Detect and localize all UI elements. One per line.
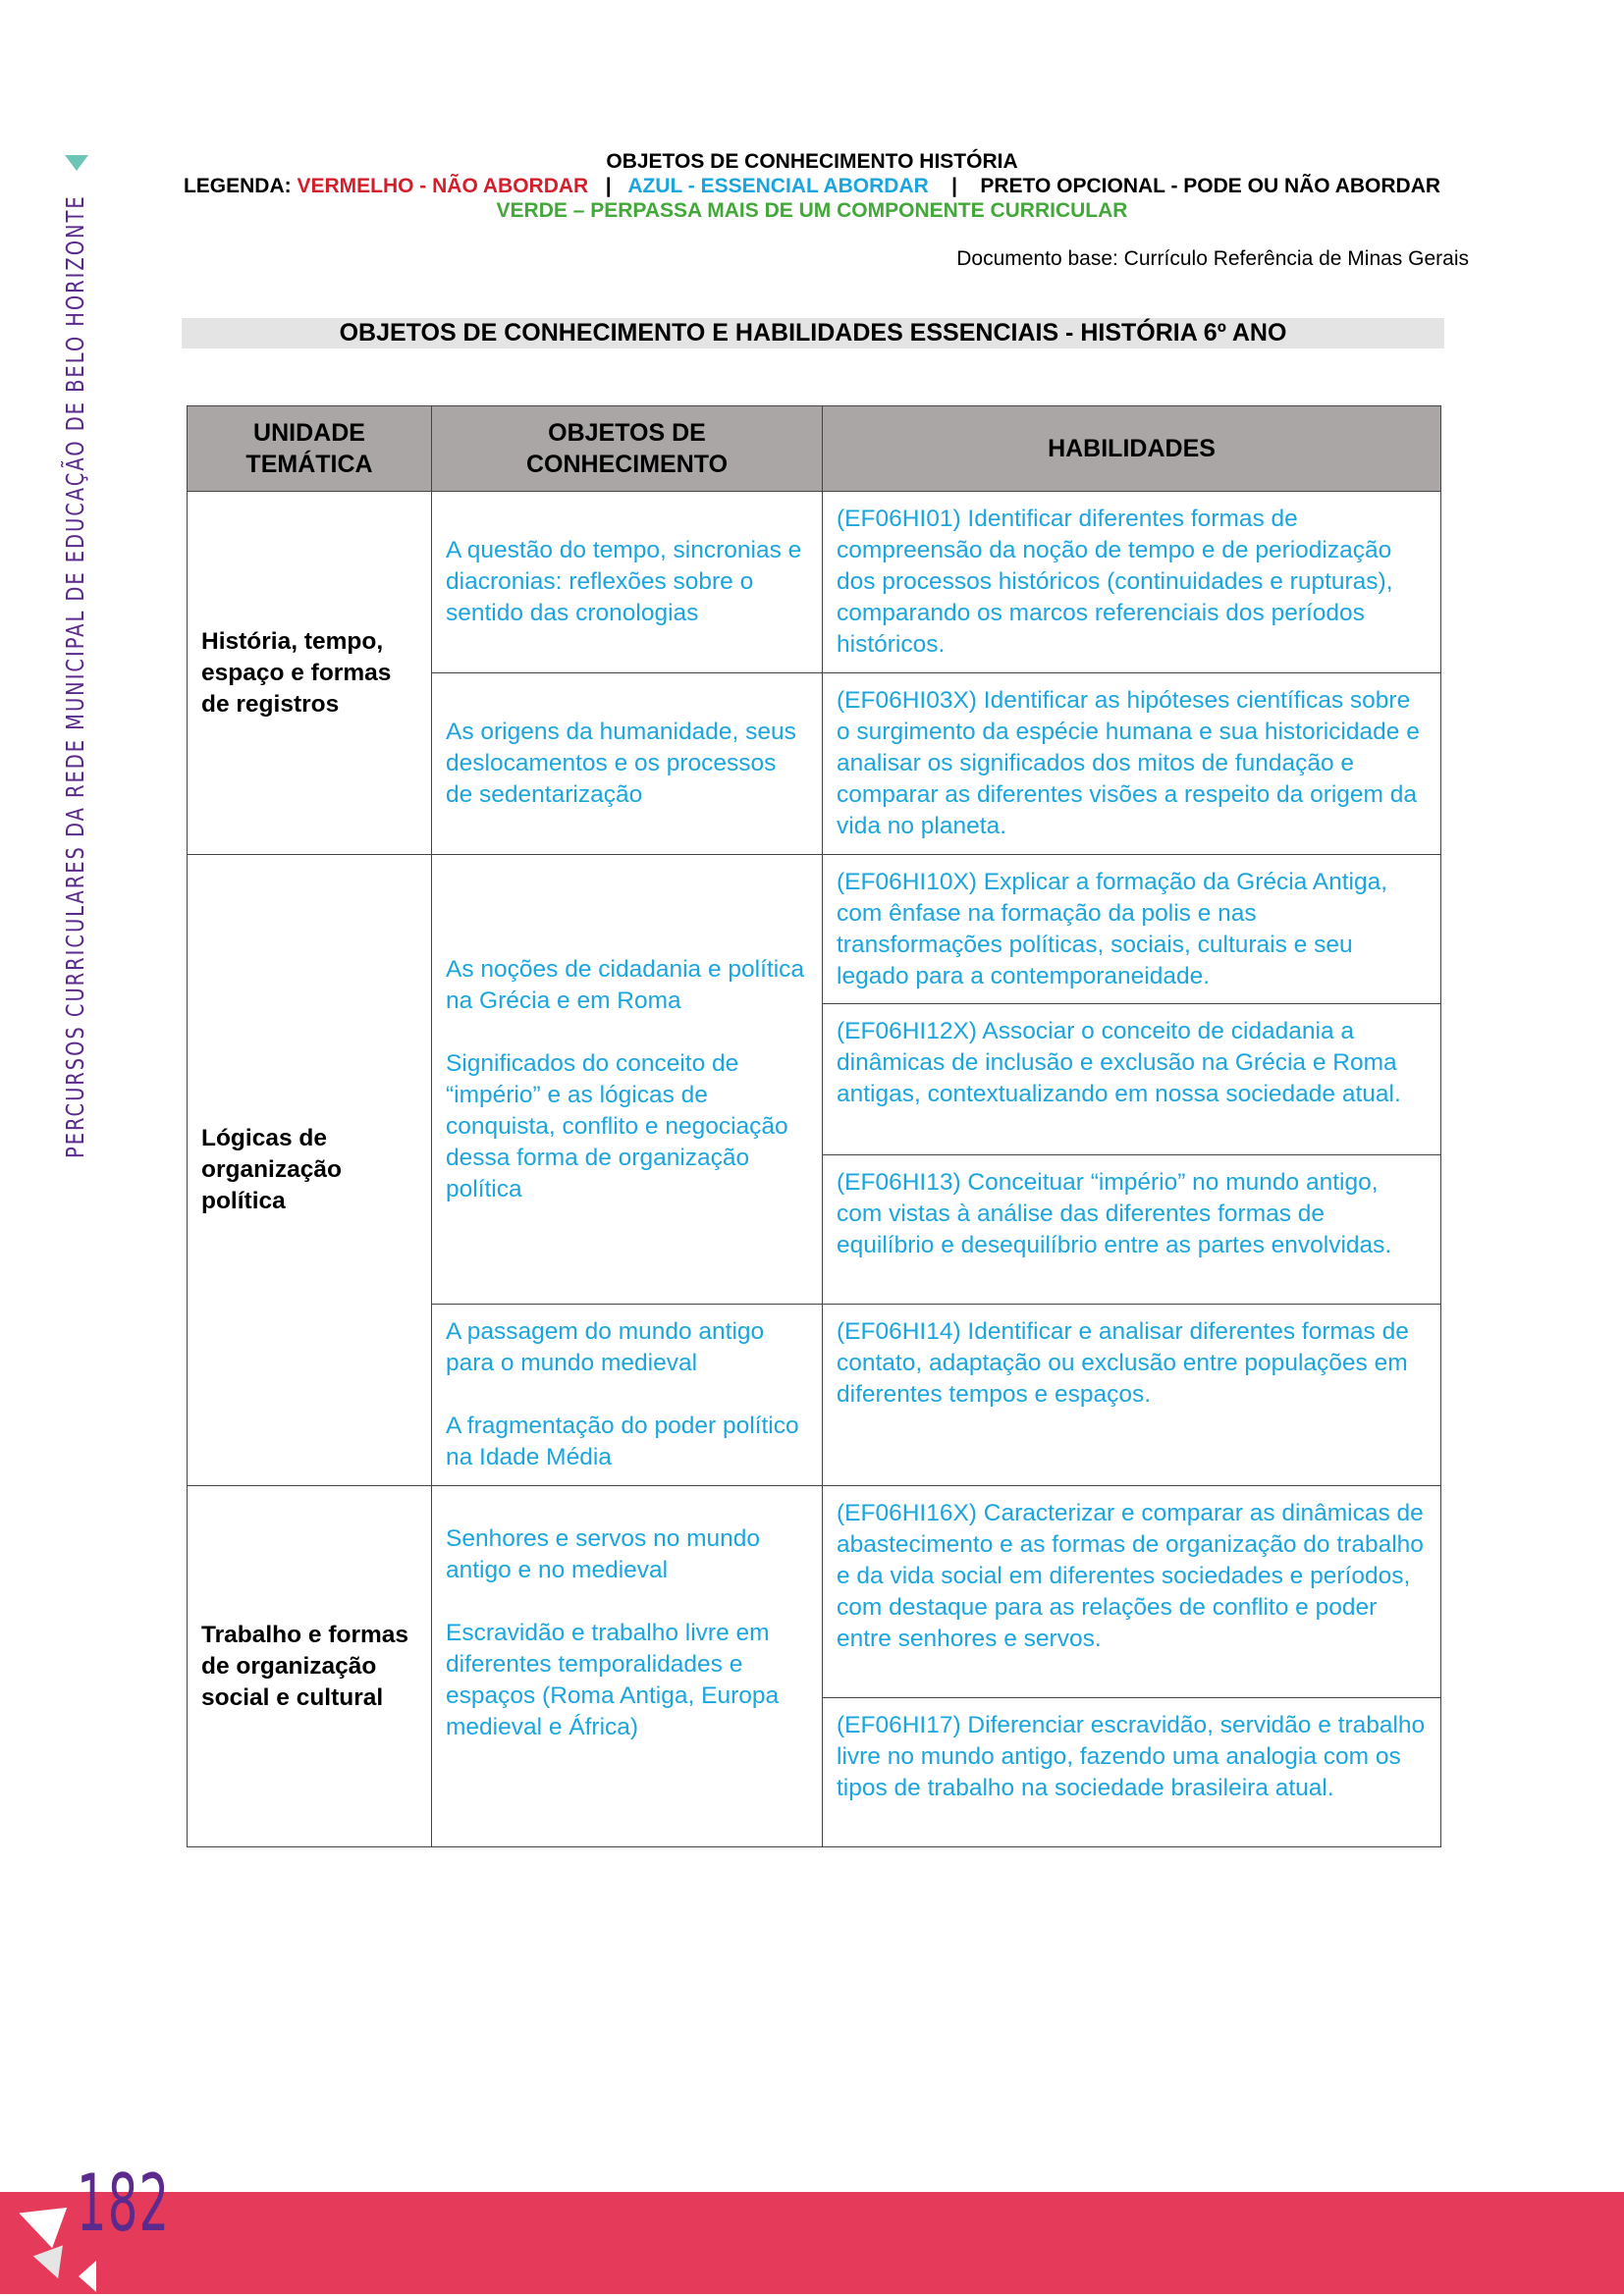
skill-cell: (EF06HI10X) Explicar a formação da Grécia Antiga, com ênfase na formação da polis e nas transformações políticas, sociais, culturais e seu legado para a contemporaneidade. (823, 855, 1441, 1004)
skill-cell: (EF06HI17) Diferenciar escravidão, servidão e trabalho livre no mundo antigo, fazendo uma analogia com os tipos de trabalho na sociedade brasileira atual. (823, 1698, 1441, 1847)
object-cell (432, 1305, 823, 1486)
object-item: A passagem do mundo antigo para o mundo medieval (446, 1318, 765, 1376)
section-title: OBJETOS DE CONHECIMENTO E HABILIDADES ESSENCIAIS - HISTÓRIA 6º ANO (182, 318, 1444, 348)
skill-cell: (EF06HI12X) Associar o conceito de cidadania a dinâmicas de inclusão e exclusão na Grécia e Roma antigas, contextualizando em nossa sociedade atual. (823, 1004, 1441, 1155)
unit-cell: Trabalho e formas de organização social e cultural (188, 1486, 432, 1847)
legend-red: VERMELHO - NÃO ABORDAR (297, 175, 589, 197)
legend-blue: AZUL - ESSENCIAL ABORDAR (627, 175, 929, 197)
side-running-title: PERCURSOS CURRICULARES DA REDE MUNICIPAL DE EDUCAÇÃO DE BELO HORIZONTE (61, 194, 89, 1158)
object-item: Significados do conceito de “império” e as lógicas de conquista, conflito e negociação dessa forma de organização política (446, 1049, 788, 1202)
skill-cell: (EF06HI16X) Caracterizar e comparar as dinâmicas de abastecimento e as formas de organização do trabalho e da vida social em diferentes sociedades e períodos, com destaque para as relações de conflito e poder entre senhores e servos. (823, 1486, 1441, 1698)
legend-label: LEGENDA: (183, 175, 292, 197)
decorative-shard-icon (79, 2261, 96, 2292)
table-row (188, 855, 1441, 1004)
object-item: Escravidão e trabalho livre em diferentes temporalidades e espaços (Roma Antiga, Europa medieval e África) (446, 1620, 780, 1740)
object-item: Senhores e servos no mundo antigo e no medieval (446, 1525, 761, 1583)
page-number: 182 (77, 2158, 171, 2249)
object-cell: A questão do tempo, sincronias e diacronias: reflexões sobre o sentido das cronologias (432, 492, 823, 673)
curriculum-table (187, 405, 1441, 1847)
table-header-row (188, 406, 1441, 492)
column-header: UNIDADE TEMÁTICA (188, 406, 432, 492)
table-row (188, 1486, 1441, 1698)
object-cell (432, 1486, 823, 1847)
skill-cell: (EF06HI03X) Identificar as hipóteses científicas sobre o surgimento da espécie humana e sua historicidade e analisar os significados dos mitos de fundação e comparar as diferentes visões a respeito da origem da vida no planeta. (823, 673, 1441, 855)
unit-cell: Lógicas de organização política (188, 855, 432, 1486)
skill-cell: (EF06HI01) Identificar diferentes formas de compreensão da noção de tempo e de periodização dos processos históricos (continuidades e rupturas), comparando os marcos referenciais dos períodos históricos. (823, 492, 1441, 673)
column-header: OBJETOS DE CONHECIMENTO (432, 406, 823, 492)
skill-cell: (EF06HI14) Identificar e analisar diferentes formas de contato, adaptação ou exclusão entre populações em diferentes tempos e espaços. (823, 1305, 1441, 1486)
header-title: OBJETOS DE CONHECIMENTO HISTÓRIA (606, 150, 1018, 173)
object-item: As noções de cidadania e política na Grécia e em Roma (446, 955, 805, 1014)
legend-black: PRETO OPCIONAL - PODE OU NÃO ABORDAR (980, 175, 1441, 197)
column-header: HABILIDADES (823, 406, 1441, 492)
object-cell (432, 855, 823, 1305)
document-base: Documento base: Currículo Referência de Minas Gerais (956, 247, 1469, 270)
footer-band (0, 2192, 1624, 2294)
legend-separator: | (951, 175, 958, 197)
skill-cell: (EF06HI13) Conceituar “império” no mundo antigo, com vistas à análise das diferentes formas de equilíbrio e desequilíbrio entre as partes envolvidas. (823, 1155, 1441, 1305)
legend-separator: | (605, 175, 612, 197)
table-row (188, 492, 1441, 673)
legend-green: VERDE – PERPASSA MAIS DE UM COMPONENTE CURRICULAR (496, 199, 1128, 222)
object-item: A fragmentação do poder político na Idade Média (446, 1413, 799, 1470)
unit-cell: História, tempo, espaço e formas de registros (188, 492, 432, 855)
object-cell: As origens da humanidade, seus deslocamentos e os processos de sedentarização (432, 673, 823, 855)
legend-line (0, 175, 1624, 198)
